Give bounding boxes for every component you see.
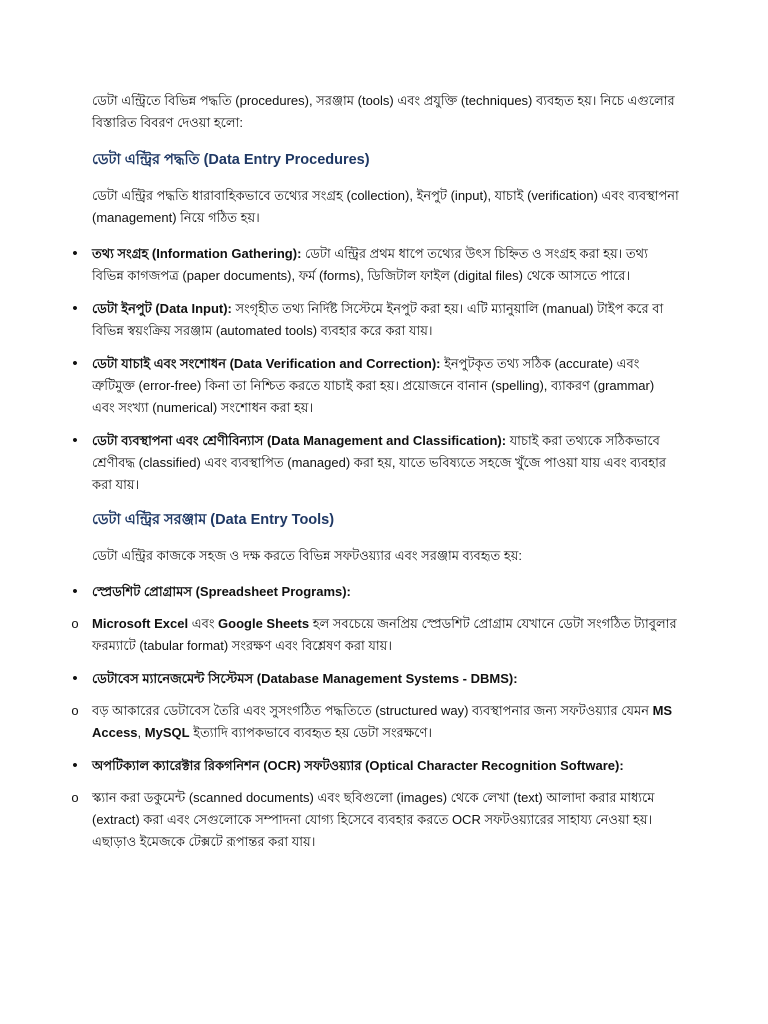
section-heading-procedures: ডেটা এন্ট্রির পদ্ধতি (Data Entry Procedures) [92, 152, 370, 168]
circle-bullet-icon: o [71, 616, 79, 631]
procedures-intro: ডেটা এন্ট্রির পদ্ধতি ধারাবাহিকভাবে তথ্যের সংগ্রহ (collection), ইনপুট (input), যাচাই (verification) এবং ব্যবস্থাপনা (management) নিয়ে গঠিত হয়। [92, 188, 679, 225]
sub-list-item-text [92, 787, 680, 853]
sub-list-item-text [92, 613, 680, 657]
list-item-label: ডেটাবেস ম্যানেজমেন্ট সিস্টেমস (Database Management Systems - DBMS): [92, 671, 518, 686]
bold-term: MS Access [92, 703, 673, 740]
bullet-icon: • [72, 757, 78, 774]
list-item [72, 353, 680, 419]
circle-bullet-icon: o [71, 790, 79, 805]
bullet-icon: • [72, 670, 78, 687]
text-run: স্ক্যান করা ডকুমেন্ট (scanned documents) এবং ছবিগুলো (images) থেকে লেখা (text) আলাদা করার মাধ্যমে (extract) করা এবং সেগুলোকে সম্পাদনা যোগ্য হিসেবে ব্যবহার করতে OCR সফটওয়্যারের সাহায্য নেওয়া হয়। এছাড়াও ইমেজকে টেক্সটে রূপান্তর করা যায়। [92, 790, 655, 849]
list-item-label: স্প্রেডশিট প্রোগ্রামস (Spreadsheet Programs): [92, 584, 351, 599]
list-item-text [92, 581, 680, 603]
circle-bullet-icon: o [71, 703, 79, 718]
sub-list-item-text [92, 700, 680, 744]
bold-term: MySQL [144, 725, 190, 740]
sub-list-item [71, 700, 680, 744]
list-item-text [92, 243, 680, 287]
sub-list-item [71, 787, 680, 853]
list-item-body: ইনপুটকৃত তথ্য সঠিক (accurate) এবং ত্রুটিমুক্ত (error-free) কিনা তা নিশ্চিত করতে যাচাই করা হয়। প্রয়োজনে বানান (spelling), ব্যাকরণ (grammar) এবং সংখ্যা (numerical) সংশোধন করা হয়। [92, 356, 655, 415]
list-item [72, 668, 680, 690]
sub-list-item [71, 613, 680, 657]
list-item-label: অপটিক্যাল ক্যারেক্টার রিকগনিশন (OCR) সফটওয়্যার (Optical Character Recognition Software): [92, 758, 624, 773]
list-item [72, 243, 680, 287]
list-item-body: যাচাই করা তথ্যকে সঠিকভাবে শ্রেণীবদ্ধ (classified) এবং ব্যবস্থাপিত (managed) করা হয়, যাতে ভবিষ্যতে সহজে খুঁজে পাওয়া যায় এবং ব্যবহার করা যায়। [92, 433, 667, 492]
list-item-text [92, 298, 680, 342]
text-run: হল সবচেয়ে জনপ্রিয় স্প্রেডশিট প্রোগ্রাম যেখানে ডেটা সংগঠিত ট্যাবুলার ফরম্যাটে (tabular format) সংরক্ষণ এবং বিশ্লেষণ করা যায়। [92, 616, 677, 653]
list-item-body: ডেটা এন্ট্রির প্রথম ধাপে তথ্যের উৎস চিহ্নিত ও সংগ্রহ করা হয়। তথ্য বিভিন্ন কাগজপত্র (paper documents), ফর্ম (forms), ডিজিটাল ফাইল (digital files) থেকে আসতে পারে। [92, 246, 648, 283]
list-item [72, 755, 680, 777]
text-run: , [137, 725, 145, 740]
text-run: ইত্যাদি ব্যাপকভাবে ব্যবহৃত হয় ডেটা সংরক্ষণে। [189, 725, 432, 740]
text-run: বড় আকারের ডেটাবেস তৈরি এবং সুসংগঠিত পদ্ধতিতে (structured way) ব্যবস্থাপনার জন্য সফটওয়্যার যেমন [92, 703, 653, 718]
bullet-icon: • [72, 245, 78, 262]
list-item-text [92, 430, 680, 496]
list-item-label: ডেটা ইনপুট (Data Input): [92, 301, 232, 316]
list-item [72, 298, 680, 342]
intro-paragraph: ডেটা এন্ট্রিতে বিভিন্ন পদ্ধতি (procedures), সরঞ্জাম (tools) এবং প্রযুক্তি (techniques) ব্যবহৃত হয়। নিচে এগুলোর বিস্তারিত বিবরণ দেওয়া হলো: [92, 93, 675, 130]
list-item-text [92, 755, 680, 777]
bold-term: Microsoft Excel [92, 616, 189, 631]
list-item-text [92, 353, 680, 419]
list-item [72, 581, 680, 603]
section-heading-tools: ডেটা এন্ট্রির সরঞ্জাম (Data Entry Tools) [92, 512, 335, 528]
bold-term: Google Sheets [218, 616, 310, 631]
list-item-label: ডেটা যাচাই এবং সংশোধন (Data Verification and Correction): [92, 356, 441, 371]
bullet-icon: • [72, 432, 78, 449]
bullet-icon: • [72, 300, 78, 317]
text-run: এবং [188, 616, 219, 631]
list-item-text [92, 668, 680, 690]
list-item [72, 430, 680, 496]
bullet-icon: • [72, 583, 78, 600]
tools-intro: ডেটা এন্ট্রির কাজকে সহজ ও দক্ষ করতে বিভিন্ন সফটওয়্যার এবং সরঞ্জাম ব্যবহৃত হয়: [92, 548, 522, 563]
list-item-body: সংগৃহীত তথ্য নির্দিষ্ট সিস্টেমে ইনপুট করা হয়। এটি ম্যানুয়ালি (manual) টাইপ করে বা বিভিন্ন স্বয়ংক্রিয় সরঞ্জাম (automated tools) ব্যবহার করে করা যায়। [92, 301, 664, 338]
list-item-label: ডেটা ব্যবস্থাপনা এবং শ্রেণীবিন্যাস (Data Management and Classification): [92, 433, 507, 448]
bullet-icon: • [72, 355, 78, 372]
list-item-label: তথ্য সংগ্রহ (Information Gathering): [92, 246, 302, 261]
